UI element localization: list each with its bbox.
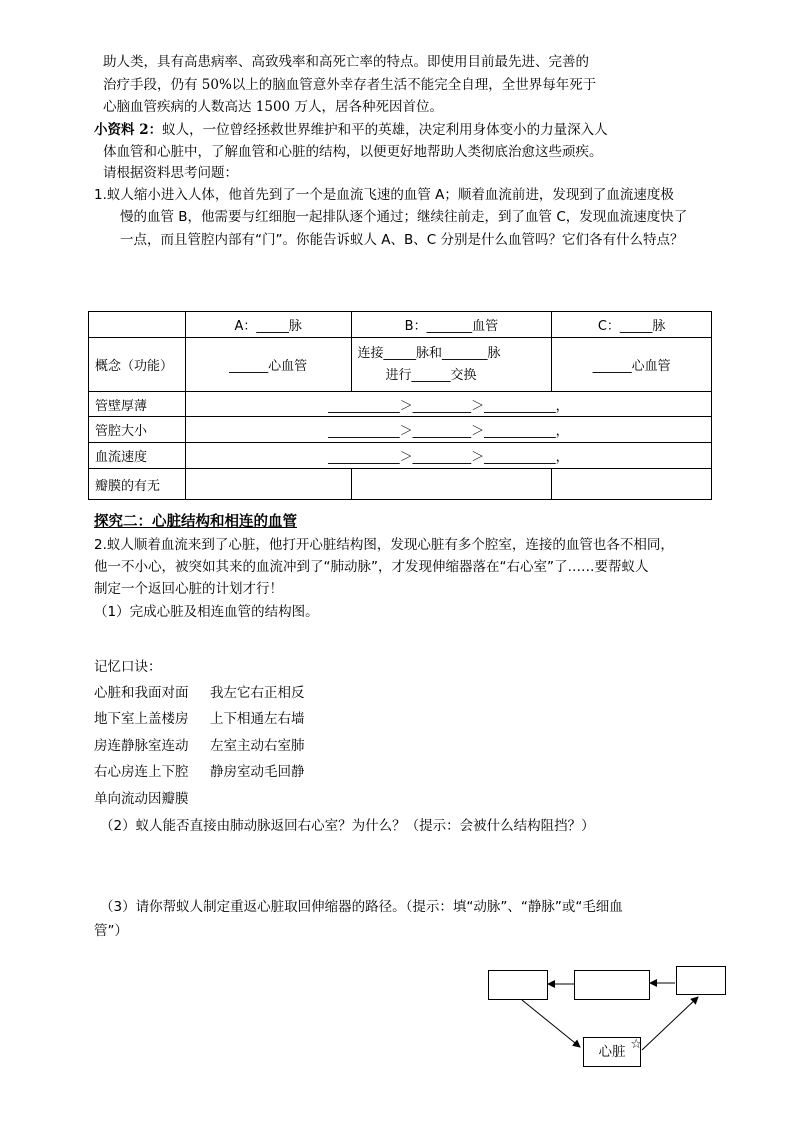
table-corner-cell (89, 312, 186, 338)
arrow-heart-to-right (642, 997, 698, 1050)
header-vessel-a: A：_____脉 (185, 312, 351, 338)
concept-b-cell[interactable] (351, 338, 552, 392)
q2-line-3: 制定一个返回心脏的计划才行！ (94, 581, 283, 597)
lumen-compare-cell[interactable]: ___________＞_________＞___________， (185, 417, 711, 443)
material2-label: 小资料 2： (94, 122, 163, 138)
concept-a-cell[interactable]: ______心血管 (185, 338, 351, 392)
material2-line-3: 请根据资料思考问题： (103, 165, 238, 181)
star-icon: ☆ (630, 1037, 642, 1052)
q1-line-1: 1.蚁人缩小进入人体，他首先到了一个是血流飞速的血管 A；顺着血流前进，发现到了血流速度极 (94, 187, 674, 203)
row-label-valve: 瓣膜的有无 (89, 469, 186, 500)
q2-line-1: 2.蚁人顺着血流来到了心脏，他打开心脏结构图，发现心脏有多个腔室，连接的血管也各不相同， (94, 537, 674, 553)
header-vessel-c: C：_____脉 (552, 312, 712, 338)
q1-line-2: 慢的血管 B，他需要与红细胞一起排队逐个通过；继续往前走，到了血管 C，发现血流速度快了 (120, 209, 688, 225)
intro-line-1: 助人类，具有高患病率、高致残率和高死亡率的特点。即使用目前最先进、完善的 (103, 54, 589, 70)
mnemonic-line: 单向流动因瓣膜 (94, 791, 189, 807)
speed-compare-cell[interactable]: ___________＞_________＞___________， (185, 443, 711, 469)
heart-label: 心脏 (598, 1044, 626, 1060)
vessel-table (88, 311, 712, 500)
header-vessel-b: B：_______血管 (351, 312, 552, 338)
row-label-lumen: 管腔大小 (89, 417, 186, 443)
row-label-concept: 概念（功能） (89, 338, 186, 392)
q2-line-2: 他一不小心，被突如其来的血流冲到了“肺动脉”，才发现伸缩器落在“右心室”了……要帮蚁人 (94, 559, 649, 575)
sub-question-3-line-2: 管”） (94, 923, 128, 939)
material2-line-1 (94, 120, 608, 141)
row-label-wall: 管壁厚薄 (89, 392, 186, 417)
valve-c-cell[interactable] (552, 469, 712, 500)
valve-a-cell[interactable] (185, 469, 351, 500)
sub-question-1: （1）完成心脏及相连血管的结构图。 (94, 604, 319, 620)
wall-compare-cell[interactable]: ___________＞_________＞___________， (185, 392, 711, 417)
arrow-left-to-heart (522, 1000, 580, 1047)
concept-b-line-2: 进行______交换 (385, 367, 477, 383)
mnemonic-title: 记忆口诀： (94, 659, 162, 675)
section2-heading: 探究二：心脏结构和相连的血管 (94, 514, 297, 530)
intro-line-3: 心脑血管疾病的人数高达 1500 万人，居各种死因首位。 (103, 99, 443, 115)
mnemonic-line: 地下室上盖楼房 上下相通左右墙 (94, 711, 305, 727)
mnemonic-line: 右心房连上下腔 静房室动毛回静 (94, 764, 305, 780)
sub-question-2: （2）蚁人能否直接由肺动脉返回右心室？为什么？（提示：会被什么结构阻挡？） (100, 818, 595, 834)
material2-text-1: 蚁人，一位曾经拯救世界维护和平的英雄，决定利用身体变小的力量深入人 (162, 122, 608, 138)
q1-line-3: 一点，而且管腔内部有“门”。你能告诉蚁人 A、B、C 分别是什么血管吗？它们各有什么特点？ (120, 232, 684, 248)
mnemonic-line: 房连静脉室连动 左室主动右室肺 (94, 738, 305, 754)
sub-question-3-line-1: （3）请你帮蚁人制定重返心脏取回伸缩器的路径。（提示：填“动脉”、“静脉”或“毛细血 (100, 899, 623, 915)
concept-c-cell[interactable]: ______心血管 (552, 338, 712, 392)
row-label-speed: 血流速度 (89, 443, 186, 469)
path-arrows (480, 955, 740, 1075)
valve-b-cell[interactable] (351, 469, 552, 500)
mnemonic-line: 心脏和我面对面 我左它右正相反 (94, 685, 305, 701)
intro-line-2: 治疗手段，仍有 50%以上的脑血管意外幸存者生活不能完全自理，全世界每年死于 (103, 77, 597, 93)
concept-b-line-1: 连接_____脉和_______脉 (357, 345, 501, 361)
material2-line-2: 体血管和心脏中，了解血管和心脏的结构，以便更好地帮助人类彻底治愈这些顽疾。 (103, 144, 603, 160)
